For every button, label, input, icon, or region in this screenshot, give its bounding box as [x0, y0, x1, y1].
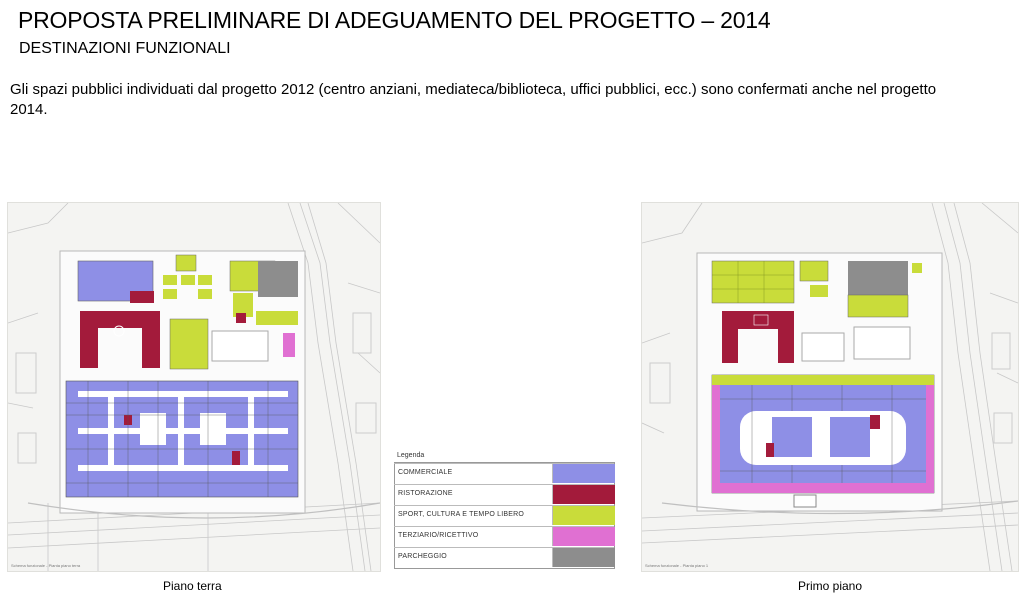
legend-swatch	[552, 464, 615, 483]
first-floor-caption: Primo piano	[798, 579, 863, 593]
first-floor-sheet-note: Schema funzionale - Pianta piano 1	[645, 563, 709, 568]
legend-label: COMMERCIALE	[398, 469, 453, 476]
legend-item-ristorazione	[394, 484, 614, 504]
legend-title: Legenda	[397, 452, 425, 459]
page-subtitle: DESTINAZIONI FUNZIONALI	[19, 40, 231, 57]
first-floor-plan	[641, 202, 1019, 572]
legend-label: RISTORAZIONE	[398, 490, 453, 497]
legend-swatch	[552, 485, 615, 504]
ground-floor-plan-drawing	[8, 203, 380, 571]
legend-label: SPORT, CULTURA E TEMPO LIBERO	[398, 511, 524, 518]
legend-item-parcheggio	[394, 547, 614, 567]
legend-swatch	[552, 548, 615, 567]
ground-floor-caption: Piano terra	[163, 579, 222, 593]
legend	[394, 451, 614, 569]
ground-floor-plan	[7, 202, 381, 572]
legend-label: PARCHEGGIO	[398, 553, 447, 560]
legend-label: TERZIARIO/RICETTIVO	[398, 532, 479, 539]
page-title: PROPOSTA PRELIMINARE DI ADEGUAMENTO DEL PROGETTO – 2014	[18, 7, 771, 33]
legend-item-commerciale	[394, 463, 614, 483]
legend-swatch	[552, 506, 615, 525]
ground-floor-sheet-note: Schema funzionale - Pianta piano terra	[11, 563, 81, 568]
first-floor-plan-drawing	[642, 203, 1018, 571]
intro-paragraph: Gli spazi pubblici individuati dal progetto 2012 (centro anziani, mediateca/biblioteca, uffici pubblici, ecc.) sono confermati anche nel progetto 2014.	[10, 81, 937, 118]
legend-item-terziario	[394, 526, 614, 546]
legend-item-sport-cultura	[394, 505, 614, 525]
legend-swatch	[552, 527, 615, 546]
